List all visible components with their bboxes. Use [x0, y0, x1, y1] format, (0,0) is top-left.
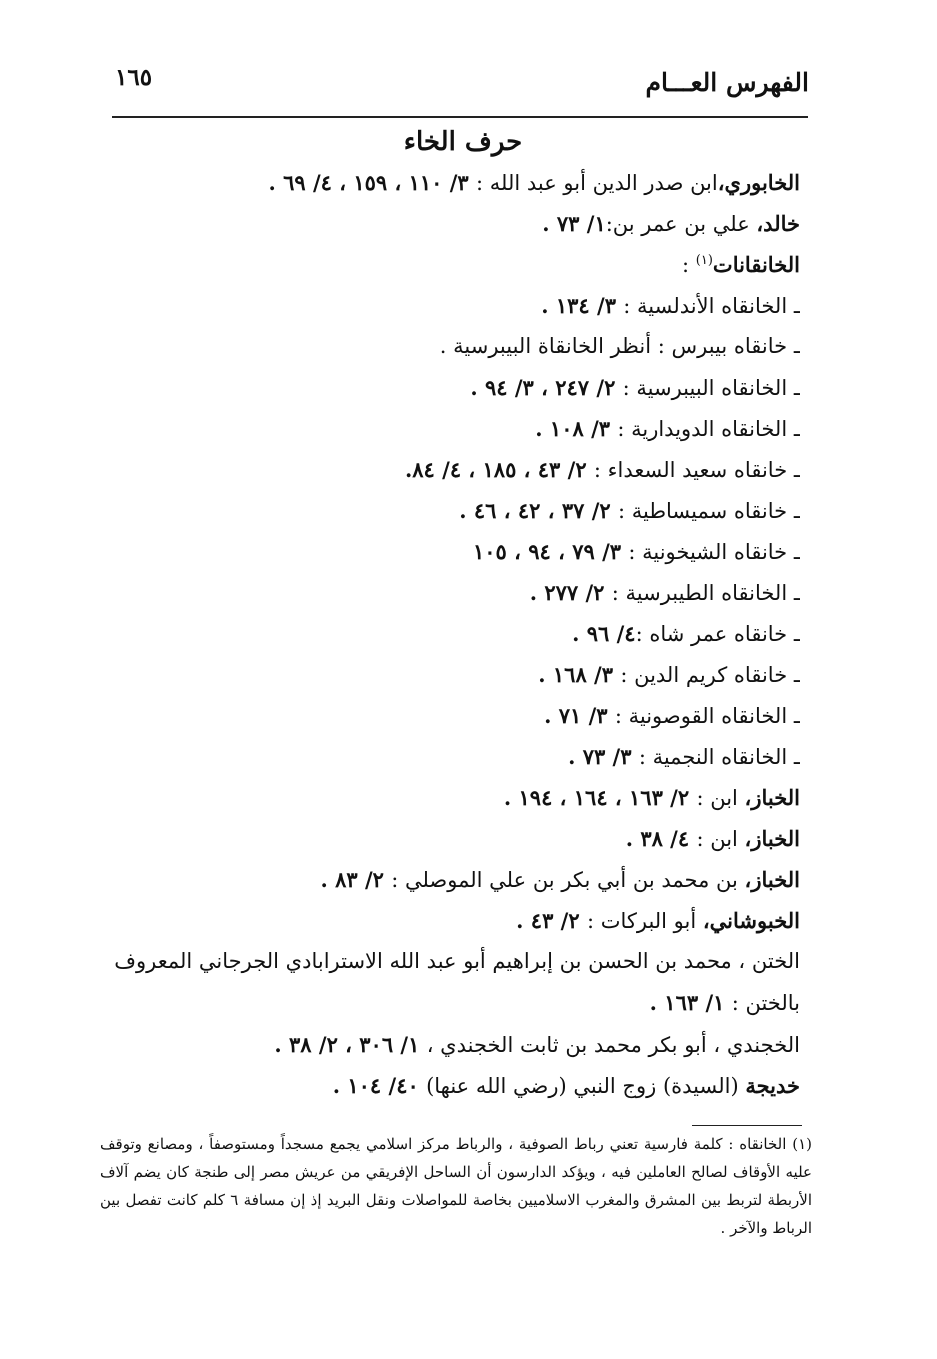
entry-text: ـ خانقاه كريم الدين : [620, 663, 800, 687]
index-entry [100, 326, 800, 367]
section-title: حرف الخاء [403, 127, 523, 157]
entry-keyword: خديجة [745, 1073, 800, 1098]
entry-keyword: الخباز، [744, 826, 800, 851]
entry-references: ٢/ ٤٣ ، ١٨٥ ، ٤/ ٨٤. [404, 457, 594, 482]
index-entry [100, 818, 800, 859]
footnote: (١) الخانقاه : كلمة فارسية تعني رباط الصوفية ، والرباط مركز اسلامي يجمع مسجداً ومستوصفاً ، ومصانع وتوقف عليه الأوقاف لصالح العاملين فيه ، ويؤكد الدارسون أن الساحل الإفريقي من عريش مصر إلى طنجة كان يضم آلاف الأربطة لتربط بين المشرق والمغرب الاسلاميين بخاصة للمواصلات ونقل البريد إذ إن مسافة ٦ كلم كانت تفصل بين الرباط والآخر . [100, 1135, 812, 1237]
entry-text: ـ خانقاه الشيخونية : [628, 540, 800, 564]
entry-references: ٣/ ١٣٤ . [541, 293, 624, 318]
index-entry [100, 695, 800, 736]
entry-references: ٣/ ٧٣ . [568, 744, 639, 769]
entry-references: ٢/ ٢٤٧ ، ٣/ ٩٤ . [470, 375, 623, 400]
entry-text: ـ خانقاه سميساطية : [617, 499, 800, 523]
entry-keyword: الخابوري، [717, 170, 800, 195]
entry-references: ١/ ٧٣ . [542, 211, 606, 236]
index-entry [100, 244, 800, 285]
index-entry [100, 490, 800, 531]
index-entry [100, 777, 800, 818]
entry-text: الخجندي ، أبو بكر محمد بن ثابت الخجندي ، [426, 1033, 800, 1057]
index-entry [100, 736, 800, 777]
index-entry [100, 203, 800, 244]
index-entry [100, 572, 800, 613]
running-header-title: الفهرس العـــام [645, 68, 809, 97]
entry-text: : [682, 253, 696, 277]
entry-text: ابن : [696, 786, 745, 810]
entry-text: ابن : [696, 827, 745, 851]
entry-text: ـ الخانقاه الطيبرسية : [611, 581, 800, 605]
index-entry [100, 654, 800, 695]
footnote-rule [692, 1125, 802, 1126]
entry-text: (السيدة) زوج النبي (رضي الله عنها) [426, 1074, 746, 1098]
entry-references: ٢/ ١٦٣ ، ١٦٤ ، ١٩٤ . [503, 785, 697, 810]
index-entry [100, 162, 800, 203]
entry-references: ٣/ ٧١ . [544, 703, 615, 728]
entry-references: ٢/ ٣٧ ، ٤٢ ، ٤٦ . [459, 498, 618, 523]
index-entry [100, 900, 800, 941]
entry-references: ٤/ ٣٨ . [625, 826, 697, 851]
entry-references: ٢/ ٤٣ . [516, 908, 587, 933]
entry-keyword: الخبوشاني، [702, 908, 800, 933]
index-entry [100, 613, 800, 654]
entry-text: بن محمد بن أبي بكر بن علي الموصلي : [391, 868, 745, 892]
index-entry [100, 367, 800, 408]
entry-text: ـ الخانقاه الدويدارية : [617, 417, 800, 441]
entry-text: ـ الخانقاه الأندلسية : [623, 294, 800, 318]
entry-text: الختن ، محمد بن الحسن بن إبراهيم أبو عبد الله الاسترابادي الجرجاني المعروف بالختن : [114, 949, 800, 1015]
entry-text: ـ خانقاه سعيد السعداء : [593, 458, 800, 482]
index-entry [100, 408, 800, 449]
footnote-marker: (١) [695, 253, 713, 268]
entry-references: ٤/ ٩٦ . [572, 621, 636, 646]
entry-references: ٢/ ٢٧٧ . [529, 580, 612, 605]
entry-references: ٣/ ١٦٨ . [538, 662, 621, 687]
entry-text: ابن صدر الدين أبو عبد الله : [476, 171, 718, 195]
entry-keyword: الخانقانات [712, 252, 800, 277]
index-entry [100, 285, 800, 326]
entry-references: ١/ ٣٠٦ ، ٢/ ٣٨ . [274, 1032, 427, 1057]
index-entry [100, 859, 800, 900]
entry-keyword: الخباز، [744, 867, 800, 892]
entry-references: ١/ ١٦٣ . [649, 990, 732, 1015]
header-rule [112, 116, 808, 118]
index-body [100, 122, 800, 1106]
entry-keyword: خالد، [756, 211, 800, 236]
entry-text: ـ خانقاه عمر شاه : [635, 622, 800, 646]
entry-text: ـ الخانقاه البيبرسية : [622, 376, 800, 400]
entry-references: ٣/ ٧٩ ، ٩٤ ، ١٠٥ [472, 539, 629, 564]
index-entry [100, 531, 800, 572]
entry-references: ٢/ ٨٣ . [320, 867, 392, 892]
index-entry [100, 1065, 800, 1106]
page-number: ١٦٥ [115, 64, 153, 91]
entry-references: ٤٠/ ١٠٤ . [332, 1073, 427, 1098]
entry-references: ٣/ ١٠٨ . [535, 416, 618, 441]
entry-text: أبو البركات : [586, 909, 703, 933]
index-entry [100, 1024, 800, 1065]
index-entry [100, 941, 800, 1024]
index-entry [100, 449, 800, 490]
entry-text: ـ خانقاه بيبرس : أنظر الخانقاة البيبرسية . [439, 334, 800, 358]
entry-text: ـ الخانقاه القوصونية : [614, 704, 800, 728]
entry-text: ـ الخانقاه النجمية : [638, 745, 800, 769]
entry-text: علي بن عمر بن: [605, 212, 757, 236]
entry-keyword: الخباز، [744, 785, 800, 810]
index-entries [100, 162, 800, 1106]
entry-references: ٣/ ١١٠ ، ١٥٩ ، ٤/ ٦٩ . [268, 170, 476, 195]
